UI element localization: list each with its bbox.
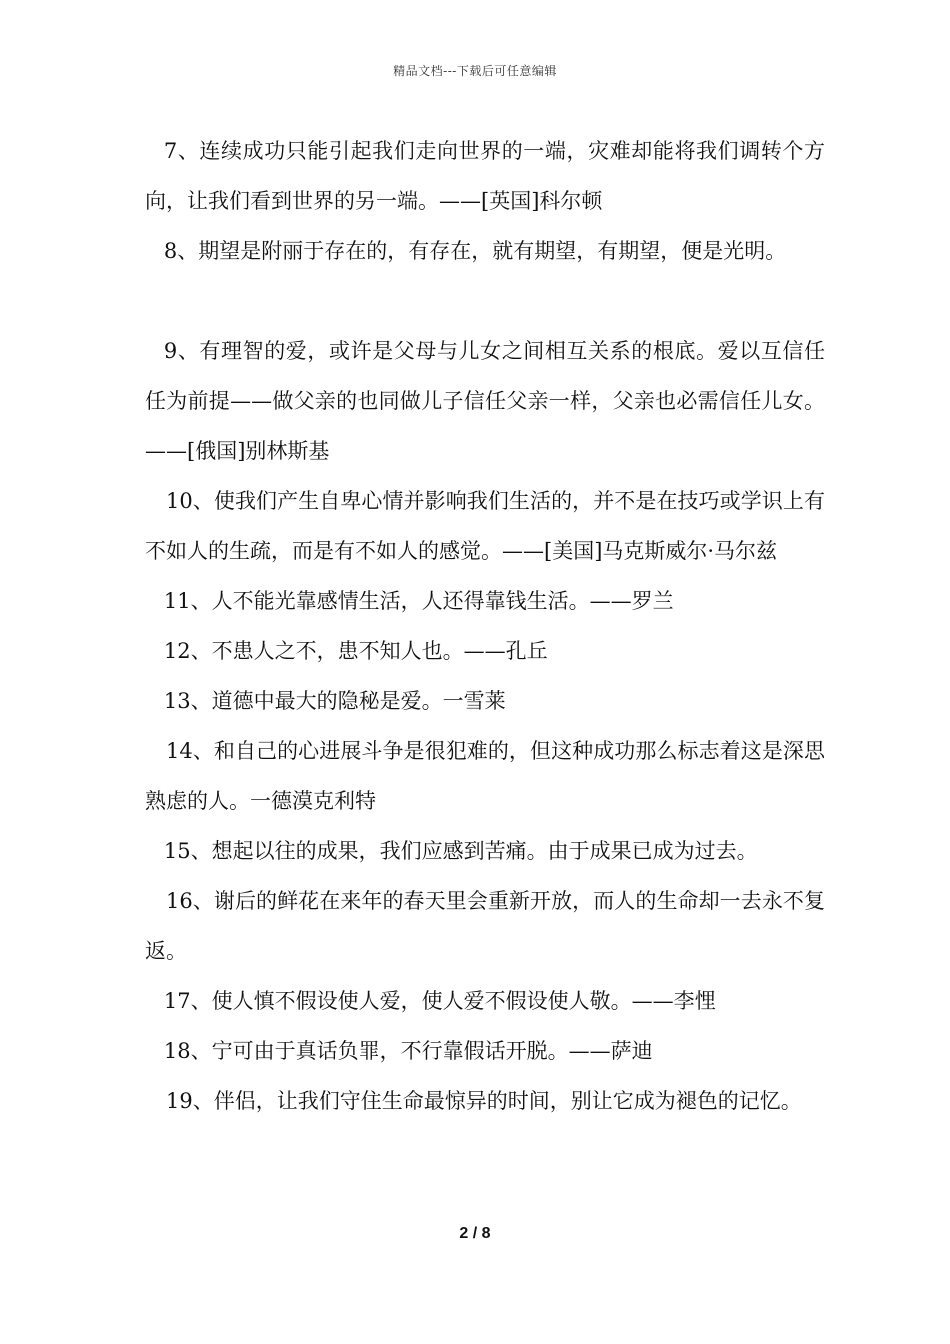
quote-paragraph-14: 14、和自己的心进展斗争是很犯难的，但这种成功那么标志着这是深思熟虑的人。一德漠克利特 bbox=[145, 739, 825, 813]
quote-paragraph-18: 18、宁可由于真话负罪，不行靠假话开脱。——萨迪 bbox=[163, 1039, 653, 1063]
quote-paragraph-7: 7、连续成功只能引起我们走向世界的一端，灾难却能将我们调转个方向，让我们看到世界的另一端。——[英国]科尔顿 bbox=[145, 139, 825, 213]
page-number: 2 / 8 bbox=[459, 1225, 491, 1242]
quote-paragraph-10: 10、使我们产生自卑心情并影响我们生活的，并不是在技巧或学识上有不如人的生疏，而是有不如人的感觉。——[美国]马克斯威尔·马尔兹 bbox=[145, 489, 825, 563]
quote-paragraph-16: 16、谢后的鲜花在来年的春天里会重新开放，而人的生命却一去永不复返。 bbox=[145, 889, 825, 963]
quote-paragraph-8: 8、期望是附丽于存在的，有存在，就有期望，有期望，便是光明。 bbox=[163, 239, 787, 263]
quote-paragraph-9: 9、有理智的爱，或许是父母与儿女之间相互关系的根底。爱以互信任任为前提——做父亲的也同做儿子信任父亲一样，父亲也必需信任儿女。——[俄国]别林斯基 bbox=[145, 339, 825, 463]
quote-paragraph-13: 13、道德中最大的隐秘是爱。一雪莱 bbox=[163, 689, 506, 713]
document-body bbox=[145, 126, 825, 1126]
quote-paragraph-15: 15、想起以往的成果，我们应感到苦痛。由于成果已成为过去。 bbox=[163, 839, 758, 863]
quote-paragraph-11: 11、人不能光靠感情生活，人还得靠钱生活。——罗兰 bbox=[163, 589, 674, 613]
quote-paragraph-12: 12、不患人之不，患不知人也。——孔丘 bbox=[163, 639, 548, 663]
page-header: 精品文档---下载后可任意编辑 bbox=[393, 64, 557, 78]
paragraph-spacer bbox=[145, 276, 825, 326]
quote-paragraph-19: 19、伴侣，让我们守住生命最惊异的时间，别让它成为褪色的记忆。 bbox=[166, 1089, 802, 1113]
quote-paragraph-17: 17、使人慎不假设使人爱，使人爱不假设使人敬。——李悝 bbox=[163, 989, 716, 1013]
